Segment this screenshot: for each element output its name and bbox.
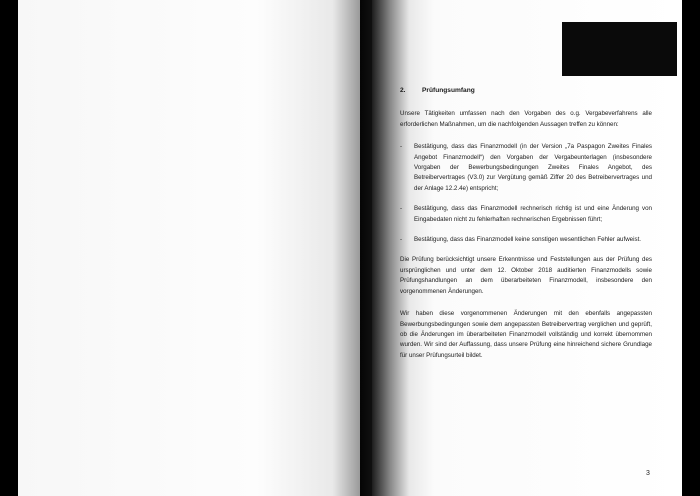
list-item-text: Bestätigung, dass das Finanzmodell (in der Version „7a Paspagon Zweites Finales Angebot Finanzmodell“) den Vorgaben der Vergabeunterlagen (insbesondere Vorgaben der Bewerbungsbedingungen Zweites Finales Angebot, des Betreibervertrages (V3.0) zur Vergütung gemäß Ziffer 20 des Betreibervertrages und der Anlage 12.2.4e) entspricht;	[414, 143, 652, 192]
bullet-dash: -	[400, 205, 403, 213]
left-page-blank	[18, 0, 360, 496]
bullet-list	[400, 142, 652, 245]
list-item-text: Bestätigung, dass das Finanzmodell rechnerisch richtig ist und eine Änderung von Eingabedaten nicht zu fehlerhaften rechnerischen Ergebnissen führt;	[414, 205, 652, 223]
list-item	[400, 235, 652, 245]
list-item-text: Bestätigung, dass das Finanzmodell keine sonstigen wesentlichen Fehler aufweist.	[414, 236, 642, 244]
list-item	[400, 142, 652, 194]
redaction-block	[562, 22, 677, 76]
bullet-dash: -	[400, 143, 403, 151]
page-number: 3	[646, 470, 650, 477]
scope-paragraph: Die Prüfung berücksichtigt unsere Erkenntnisse und Feststellungen aus der Prüfung des ursprünglichen und unter dem 12. Oktober 2018 auditierten Finanzmodells sowie Prüfungshandlungen an dem überarbeiteten Finanzmodell, insbesondere den vorgenommenen Änderungen.	[400, 256, 652, 295]
intro-paragraph: Unsere Tätigkeiten umfassen nach den Vorgaben des o.g. Vergabeverfahrens alle erforderlichen Maßnahmen, um die nachfolgenden Aussagen treffen zu können:	[400, 110, 652, 128]
bullet-dash: -	[400, 236, 403, 244]
page-content	[400, 86, 652, 373]
conclusion-paragraph: Wir haben diese vorgenommenen Änderungen mit den ebenfalls angepassten Bewerbungsbedingungen sowie dem angepassten Betreibervertrag verglichen und geprüft, ob die Änderungen im überarbeiteten Finanzmodell vollständig und korrekt übernommen wurden. Wir sind der Auffassung, dass unsere Prüfung eine hinreichend sichere Grundlage für unser Prüfungsurteil bildet.	[400, 310, 652, 359]
list-item	[400, 204, 652, 225]
section-title: Prüfungsumfang	[422, 87, 475, 94]
section-heading	[400, 86, 652, 96]
section-number: 2.	[400, 87, 406, 94]
